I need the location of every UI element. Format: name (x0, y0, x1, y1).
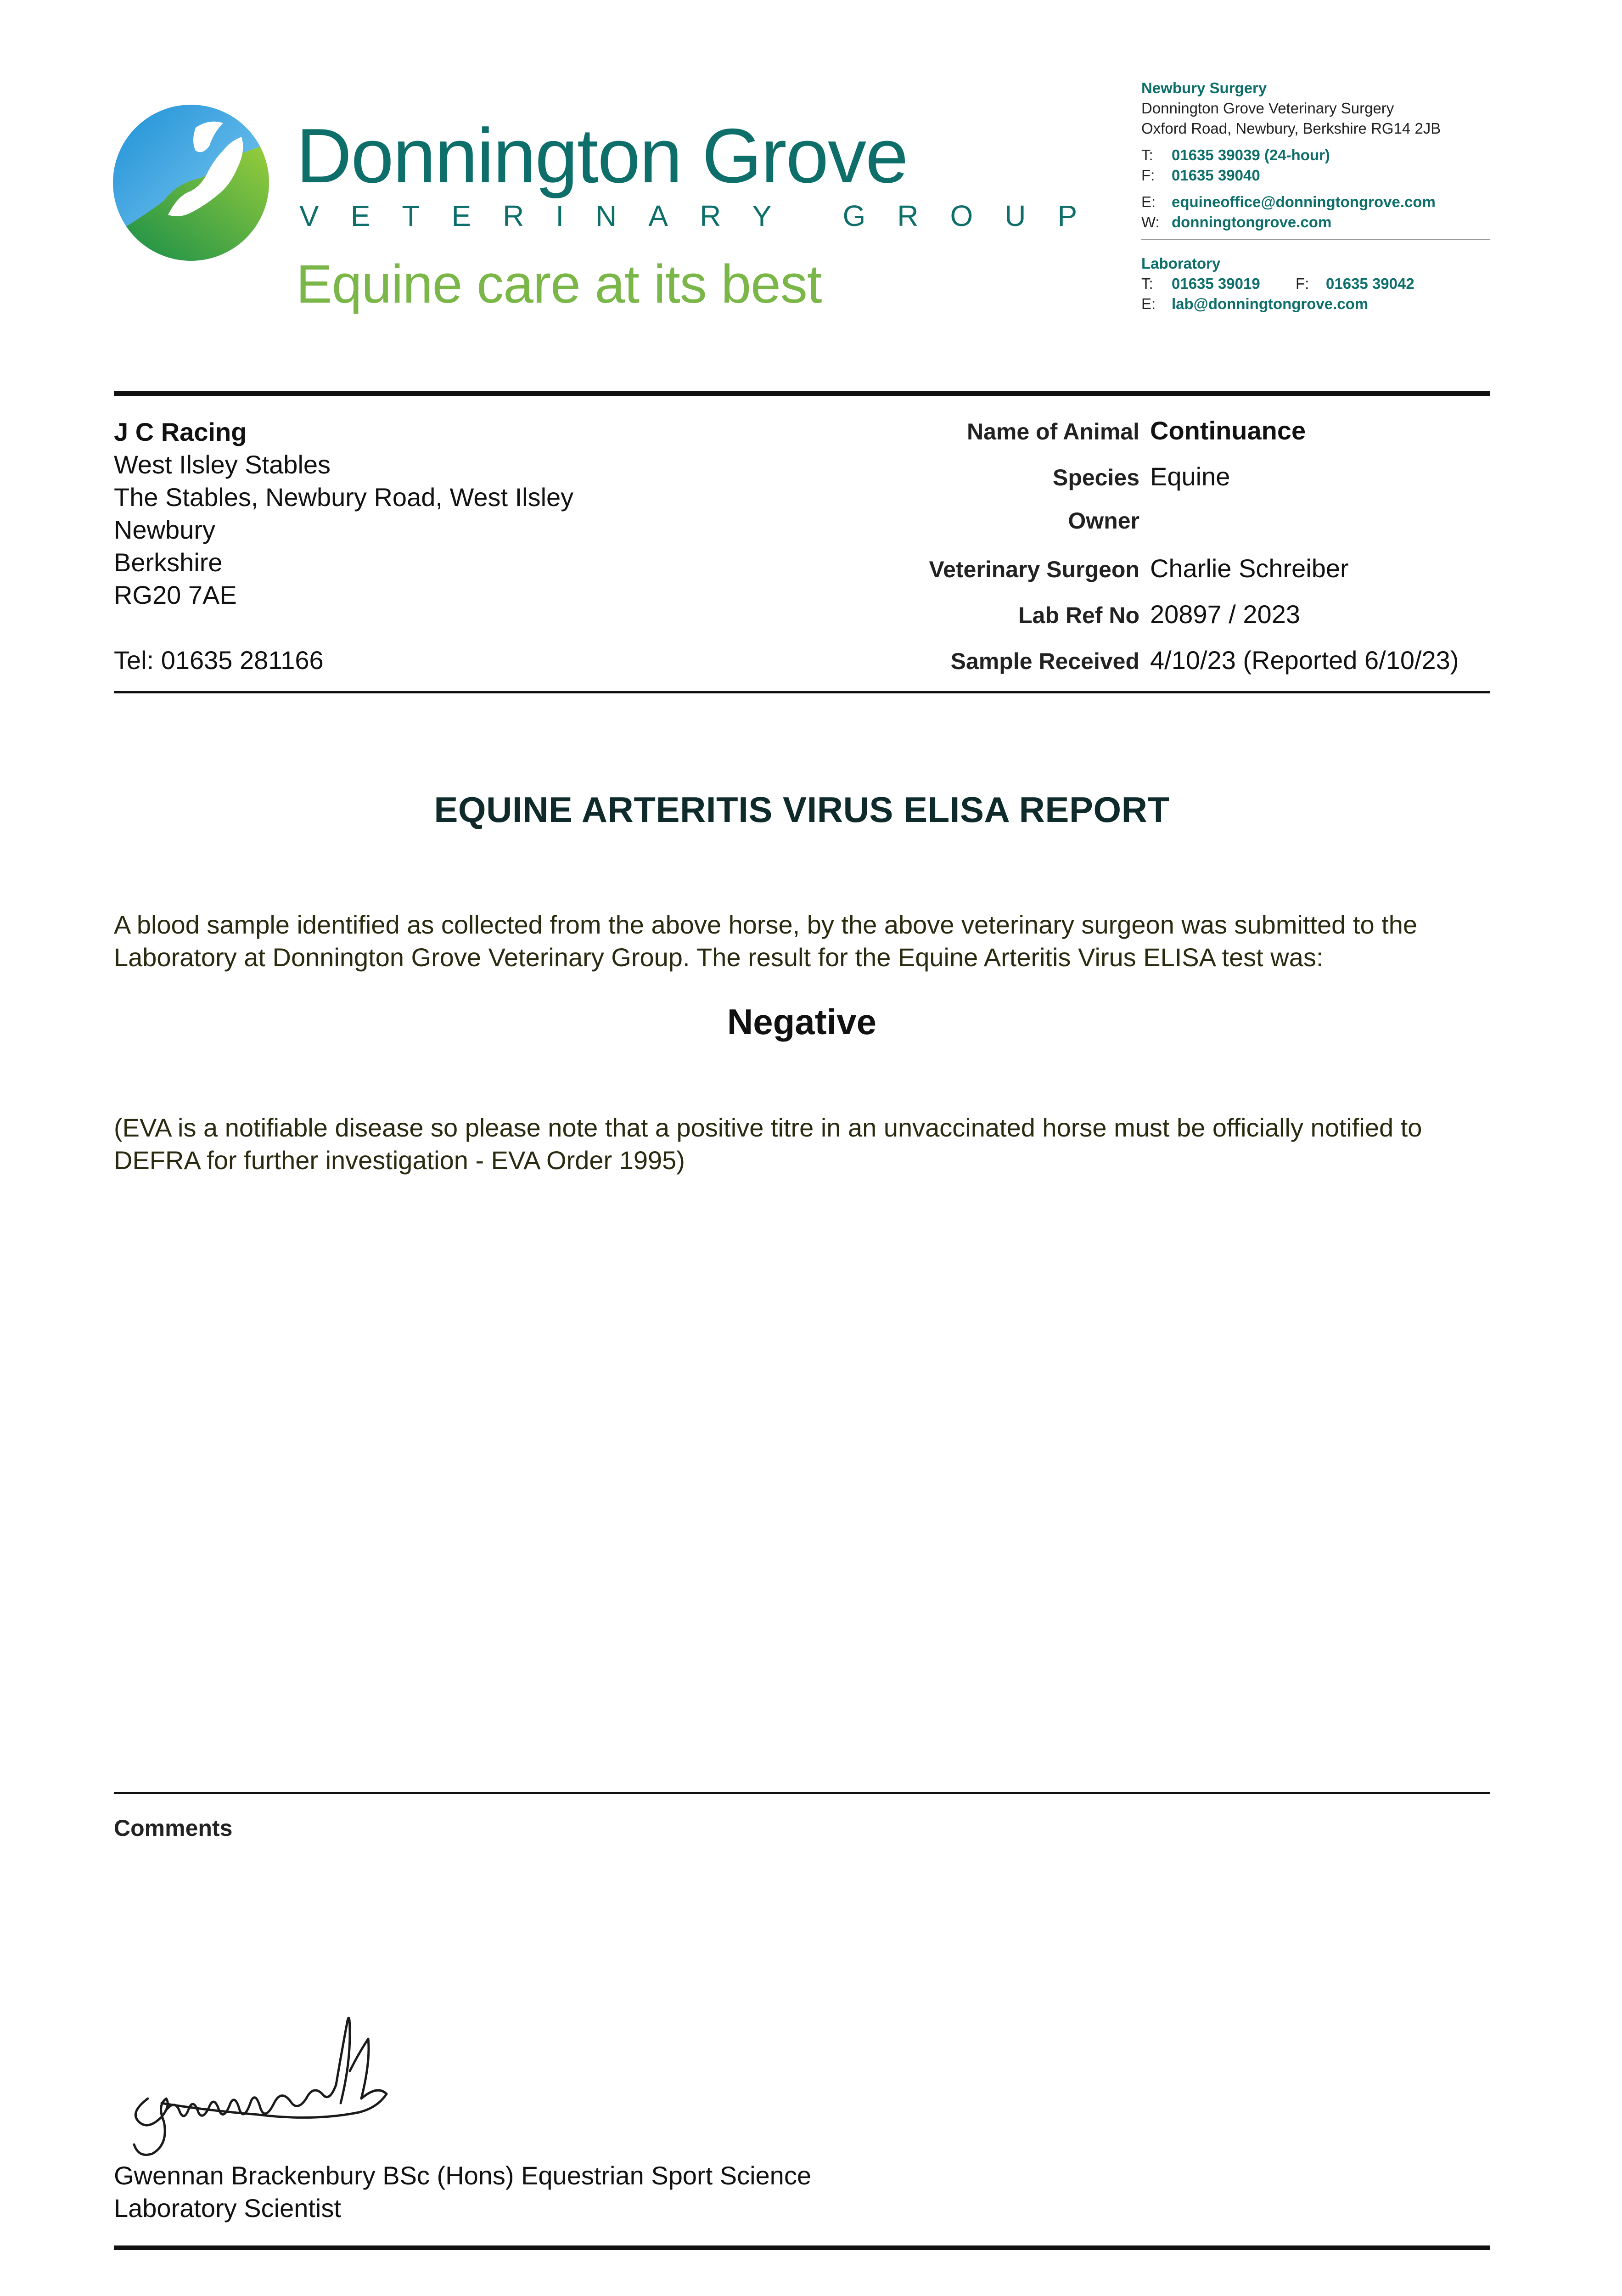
owner-label: Owner (1068, 508, 1139, 534)
species-value: Equine (1150, 462, 1230, 491)
client-postcode: RG20 7AE (114, 580, 237, 609)
test-result: Negative (727, 1002, 877, 1042)
sample-received-value: 4/10/23 (Reported 6/10/23) (1150, 646, 1459, 675)
surgery-title: Newbury Surgery (1141, 79, 1267, 96)
lab-email-link[interactable]: lab@donningtongrove.com (1172, 295, 1369, 312)
lab-tel-key: T: (1141, 275, 1153, 292)
animal-name-label: Name of Animal (966, 419, 1139, 445)
species-label: Species (1052, 465, 1139, 490)
surgery-address-line-2: Oxford Road, Newbury, Berkshire RG14 2JB (1141, 120, 1441, 137)
surgery-web-link[interactable]: donningtongrove.com (1172, 214, 1332, 231)
client-name: J C Racing (114, 417, 247, 446)
report-intro: A blood sample identified as collected from the above horse, by the above veterinary surgeon was submitted to the Laboratory at Donnington Grove Veterinary Group. The result for the Equine Arteritis Virus ELISA test was: (114, 910, 1417, 972)
lab-email-key: E: (1141, 295, 1156, 312)
animal-details (826, 416, 1490, 691)
detail-row-vet (826, 553, 1490, 599)
details-divider (114, 691, 1490, 693)
comments-divider (114, 1792, 1490, 1794)
detail-row-received (826, 645, 1490, 691)
report-title: EQUINE ARTERITIS VIRUS ELISA REPORT (434, 789, 1170, 830)
client-telephone: Tel: 01635 281166 (114, 646, 324, 675)
client-address-line-1: West Ilsley Stables (114, 450, 331, 479)
surgery-contact-block (1141, 78, 1441, 232)
detail-row-owner (826, 507, 1490, 553)
lab-tel[interactable]: 01635 39019 (1172, 275, 1260, 292)
handwritten-signature-icon (120, 2007, 396, 2163)
brand-subtitle: VETERINARY GROUP (299, 199, 1109, 232)
client-address-line-3: Newbury (114, 515, 215, 544)
client-address (114, 416, 573, 676)
animal-name: Continuance (1150, 416, 1306, 445)
surgery-web-key: W: (1141, 214, 1160, 231)
laboratory-contact-block (1141, 253, 1414, 314)
lab-ref-value: 20897 / 2023 (1150, 600, 1300, 629)
lab-fax: 01635 39042 (1326, 275, 1414, 292)
laboratory-title: Laboratory (1141, 255, 1221, 272)
lab-ref-label: Lab Ref No (1018, 602, 1139, 628)
sample-received-label: Sample Received (950, 648, 1139, 674)
lab-fax-key: F: (1296, 275, 1309, 292)
surgery-email-key: E: (1141, 193, 1156, 210)
veterinary-surgeon-value: Charlie Schreiber (1150, 554, 1349, 583)
surgery-tel[interactable]: 01635 39039 (24-hour) (1172, 146, 1330, 163)
client-address-line-4: Berkshire (114, 548, 223, 577)
signatory-role: Laboratory Scientist (114, 2194, 341, 2223)
signatory-name: Gwennan Brackenbury BSc (Hons) Equestrian Sport Science (114, 2161, 811, 2190)
detail-row-animal (826, 416, 1490, 461)
comments-label: Comments (114, 1815, 233, 1841)
footer-divider (114, 2245, 1490, 2250)
brand-name: Donnington Grove (296, 113, 908, 199)
detail-row-species (826, 461, 1490, 507)
detail-row-labref (826, 599, 1490, 645)
veterinary-surgeon-label: Veterinary Surgeon (929, 557, 1139, 582)
horse-head-logo-icon (108, 100, 274, 265)
surgery-tel-key: T: (1141, 146, 1153, 163)
report-note: (EVA is a notifiable disease so please note that a positive titre in an unvaccinated horse must be officially notified to DEFRA for further investigation - EVA Order 1995) (114, 1113, 1422, 1175)
signatory-block (114, 2159, 811, 2224)
brand-tagline: Equine care at its best (296, 254, 822, 315)
surgery-email-link[interactable]: equineoffice@donningtongrove.com (1172, 193, 1436, 210)
surgery-fax-key: F: (1141, 167, 1155, 184)
surgery-fax: 01635 39040 (1172, 167, 1260, 184)
client-address-line-2: The Stables, Newbury Road, West Ilsley (114, 483, 574, 512)
contact-divider (1141, 239, 1490, 240)
header-divider (114, 391, 1490, 396)
surgery-address-line-1: Donnington Grove Veterinary Surgery (1141, 100, 1394, 117)
